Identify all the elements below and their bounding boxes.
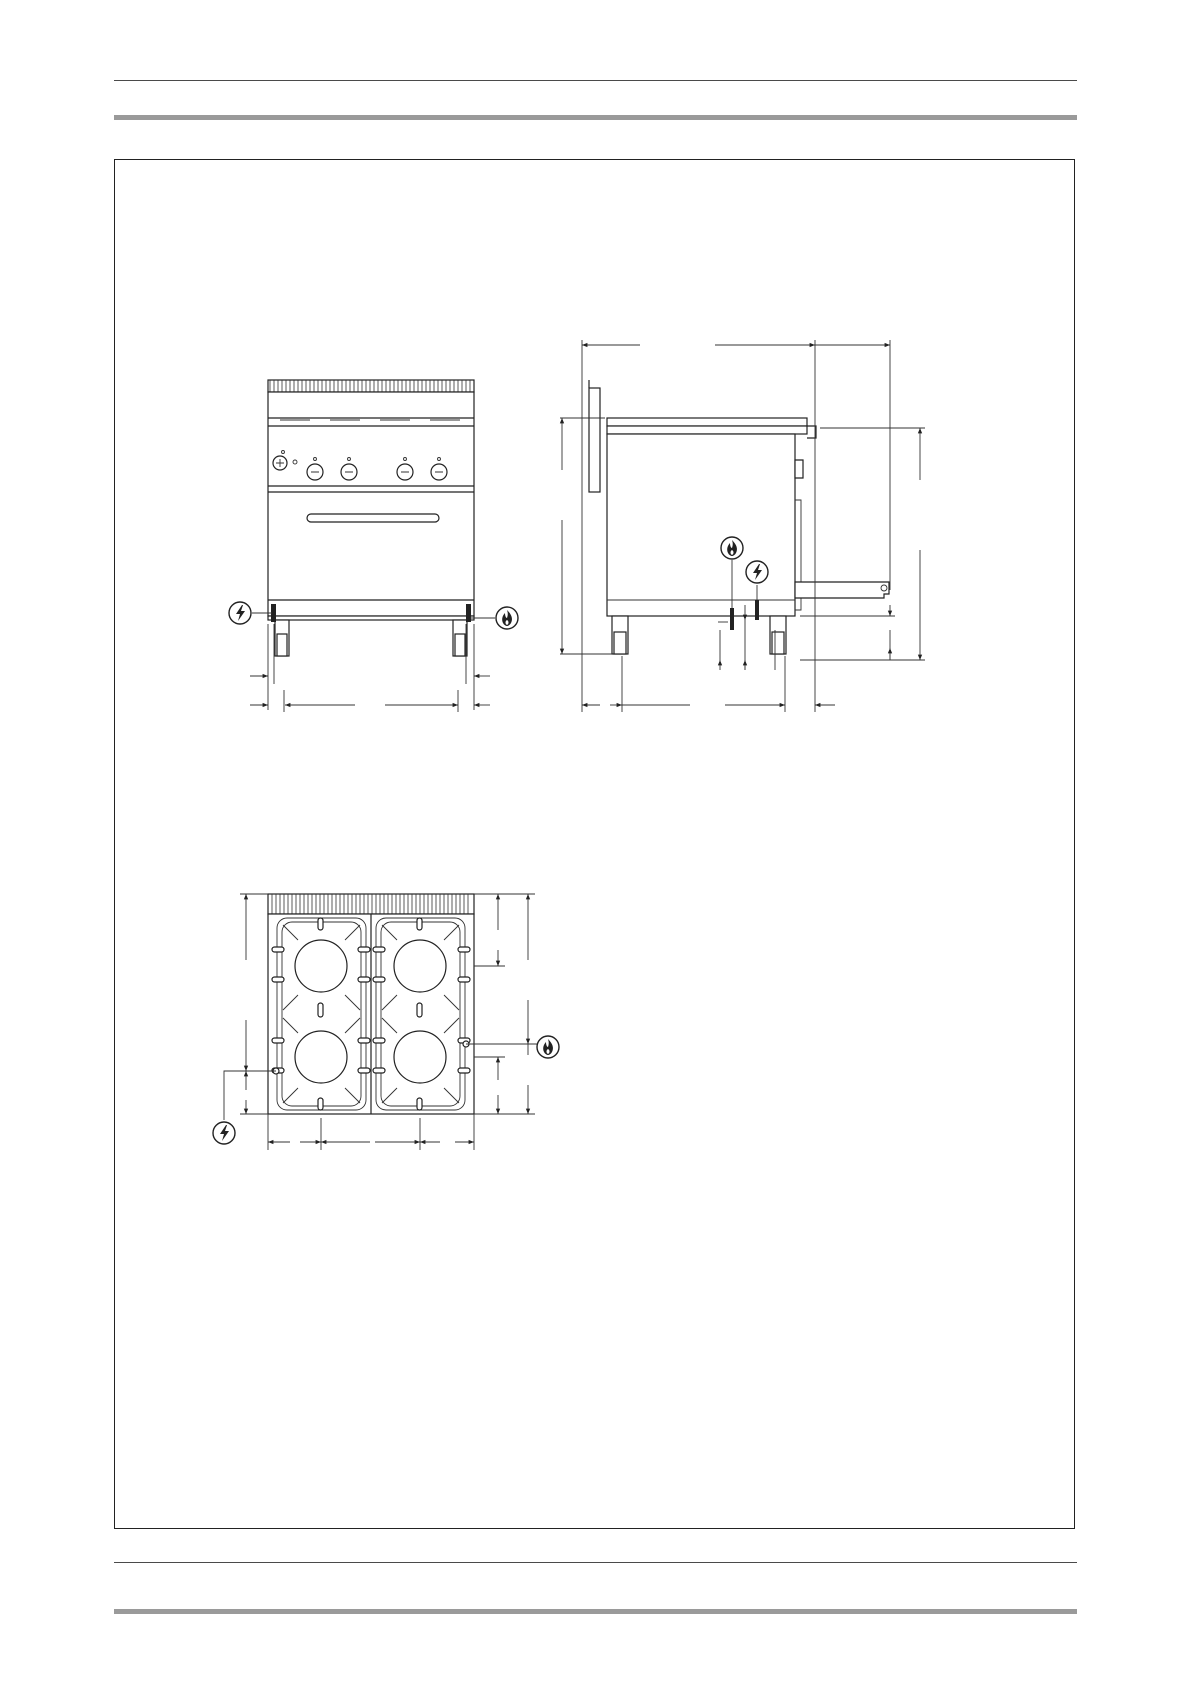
burner [295, 940, 347, 992]
side-view [560, 340, 925, 712]
side-backsplash [589, 388, 600, 492]
burner [394, 1031, 446, 1083]
front-view [229, 380, 518, 712]
side-body [607, 434, 795, 616]
electric-connection-icon [229, 602, 251, 624]
top-view [213, 894, 559, 1150]
top-backsplash [268, 894, 474, 914]
electric-connection-icon [213, 1122, 235, 1144]
oven-handle [307, 514, 439, 522]
burner [394, 940, 446, 992]
gas-connection-icon [721, 537, 743, 559]
electric-connection-icon [746, 561, 768, 583]
burner [295, 1031, 347, 1083]
gas-connection-icon [537, 1036, 559, 1058]
gas-connection-icon [496, 607, 518, 629]
side-handle [795, 582, 889, 598]
